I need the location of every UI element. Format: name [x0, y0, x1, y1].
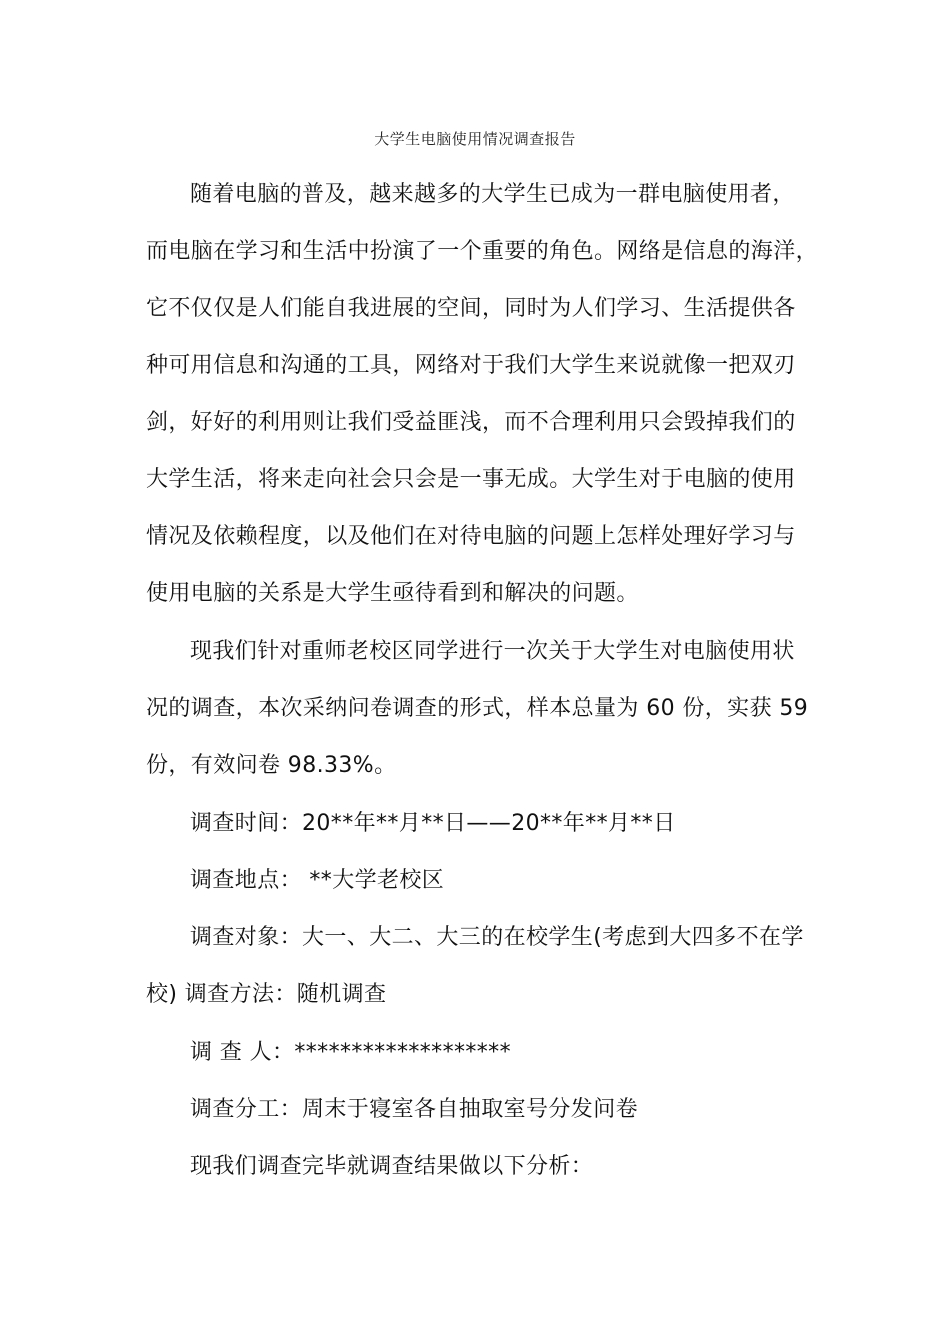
paragraph-1-line-4: 种可用信息和沟通的工具，网络对于我们大学生来说就像一把双刃: [146, 353, 796, 378]
paragraph-2-line-3: 份，有效问卷 98.33%。: [146, 753, 397, 778]
paragraph-1-line-7: 情况及依赖程度，以及他们在对待电脑的问题上怎样处理好学习与: [146, 524, 796, 549]
survey-division: 调查分工：周末于寝室各自抽取室号分发问卷: [190, 1097, 639, 1122]
paragraph-1-line-1: 随着电脑的普及，越来越多的大学生已成为一群电脑使用者，: [190, 182, 795, 207]
paragraph-2-line-2: 况的调查，本次采纳问卷调查的形式，样本总量为 60 份，实获 59: [146, 696, 809, 721]
document-title: 大学生电脑使用情况调查报告: [374, 130, 576, 148]
survey-subjects-line-1: 调查对象：大一、大二、大三的在校学生(考虑到大四多不在学: [190, 925, 804, 950]
survey-location: 调查地点： **大学老校区: [190, 868, 445, 893]
survey-time: 调查时间：20**年**月**日——20**年**月**日: [190, 811, 676, 836]
paragraph-1-line-5: 剑，好好的利用则让我们受益匪浅，而不合理利用只会毁掉我们的: [146, 410, 796, 435]
analysis-intro: 现我们调查完毕就调查结果做以下分析：: [190, 1154, 594, 1179]
survey-subjects-line-2: 校) 调查方法：随机调查: [146, 982, 387, 1007]
paragraph-1-line-2: 而电脑在学习和生活中扮演了一个重要的角色。网络是信息的海洋，: [146, 239, 819, 264]
survey-investigators: 调 查 人：*******************: [190, 1040, 511, 1065]
paragraph-1-line-8: 使用电脑的关系是大学生亟待看到和解决的问题。: [146, 581, 639, 606]
paragraph-1-line-3: 它不仅仅是人们能自我进展的空间，同时为人们学习、生活提供各: [146, 296, 796, 321]
paragraph-2-line-1: 现我们针对重师老校区同学进行一次关于大学生对电脑使用状: [190, 639, 795, 664]
paragraph-1-line-6: 大学生活，将来走向社会只会是一事无成。大学生对于电脑的使用: [146, 467, 796, 492]
